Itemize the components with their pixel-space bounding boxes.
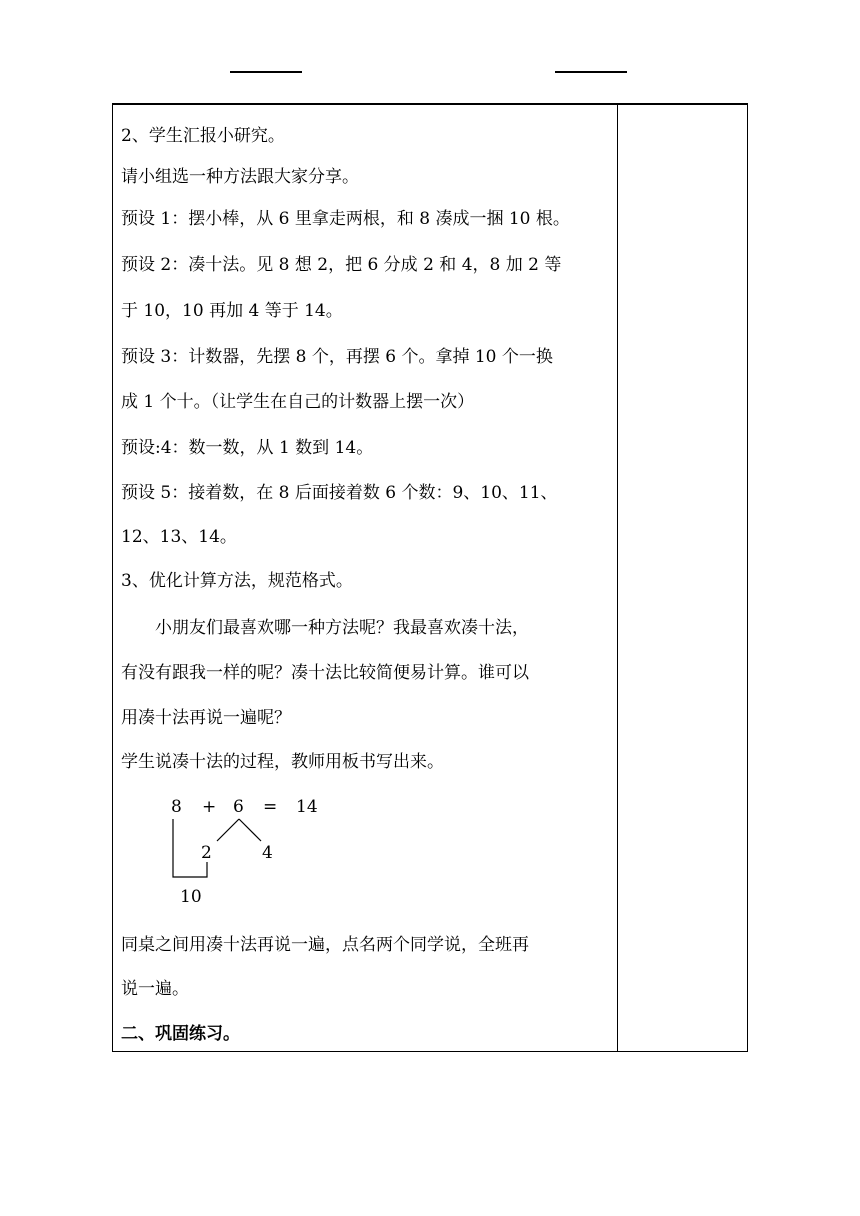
plus-sign: + (202, 797, 217, 817)
text-line: 同桌之间用凑十法再说一遍，点名两个同学说，全班再 (121, 935, 529, 955)
text-line: 预设 3：计数器，先摆 8 个，再摆 6 个。拿掉 10 个一换 (121, 347, 553, 367)
split-branch-right (239, 819, 261, 841)
text-line: 成 1 个十。（让学生在自己的计数器上摆一次） (121, 392, 475, 412)
text-line: 请小组选一种方法跟大家分享。 (121, 167, 359, 187)
text-line: 3、优化计算方法，规范格式。 (121, 571, 353, 591)
text-line: 小朋友们最喜欢哪一种方法呢？我最喜欢凑十法， (121, 618, 529, 638)
split-part-left: 2 (201, 843, 212, 863)
text-line: 预设 1：摆小棒，从 6 里拿走两根，和 8 凑成一捆 10 根。 (121, 209, 570, 229)
sum-result: 14 (296, 797, 318, 817)
text-line: 说一遍。 (121, 979, 189, 999)
column-divider (617, 105, 618, 1051)
ten-label: 10 (180, 887, 202, 907)
text-line: 学生说凑十法的过程，教师用板书写出来。 (121, 752, 444, 772)
text-line: 预设 2：凑十法。见 8 想 2，把 6 分成 2 和 4，8 加 2 等 (121, 255, 562, 275)
text-line: 12、13、14。 (121, 527, 237, 547)
text-line: 有没有跟我一样的呢？凑十法比较简便易计算。谁可以 (121, 663, 529, 683)
addend-a: 8 (171, 797, 182, 817)
addend-b: 6 (233, 797, 244, 817)
section-heading: 二、巩固练习。 (121, 1024, 240, 1044)
split-branch-left (217, 819, 239, 841)
text-line: 用凑十法再说一遍呢？ (121, 708, 291, 728)
split-part-right: 4 (262, 843, 273, 863)
text-line: 预设:4：数一数，从 1 数到 14。 (121, 438, 374, 458)
make-ten-bracket (173, 819, 207, 877)
lesson-table (112, 103, 748, 1052)
text-line: 2、学生汇报小研究。 (121, 126, 285, 146)
text-line: 预设 5：接着数，在 8 后面接着数 6 个数：9、10、11、 (121, 483, 558, 503)
header-rule-left (230, 71, 302, 73)
header-rule-right (555, 71, 627, 73)
equals-sign: = (263, 797, 278, 817)
text-line: 于 10，10 再加 4 等于 14。 (121, 301, 343, 321)
